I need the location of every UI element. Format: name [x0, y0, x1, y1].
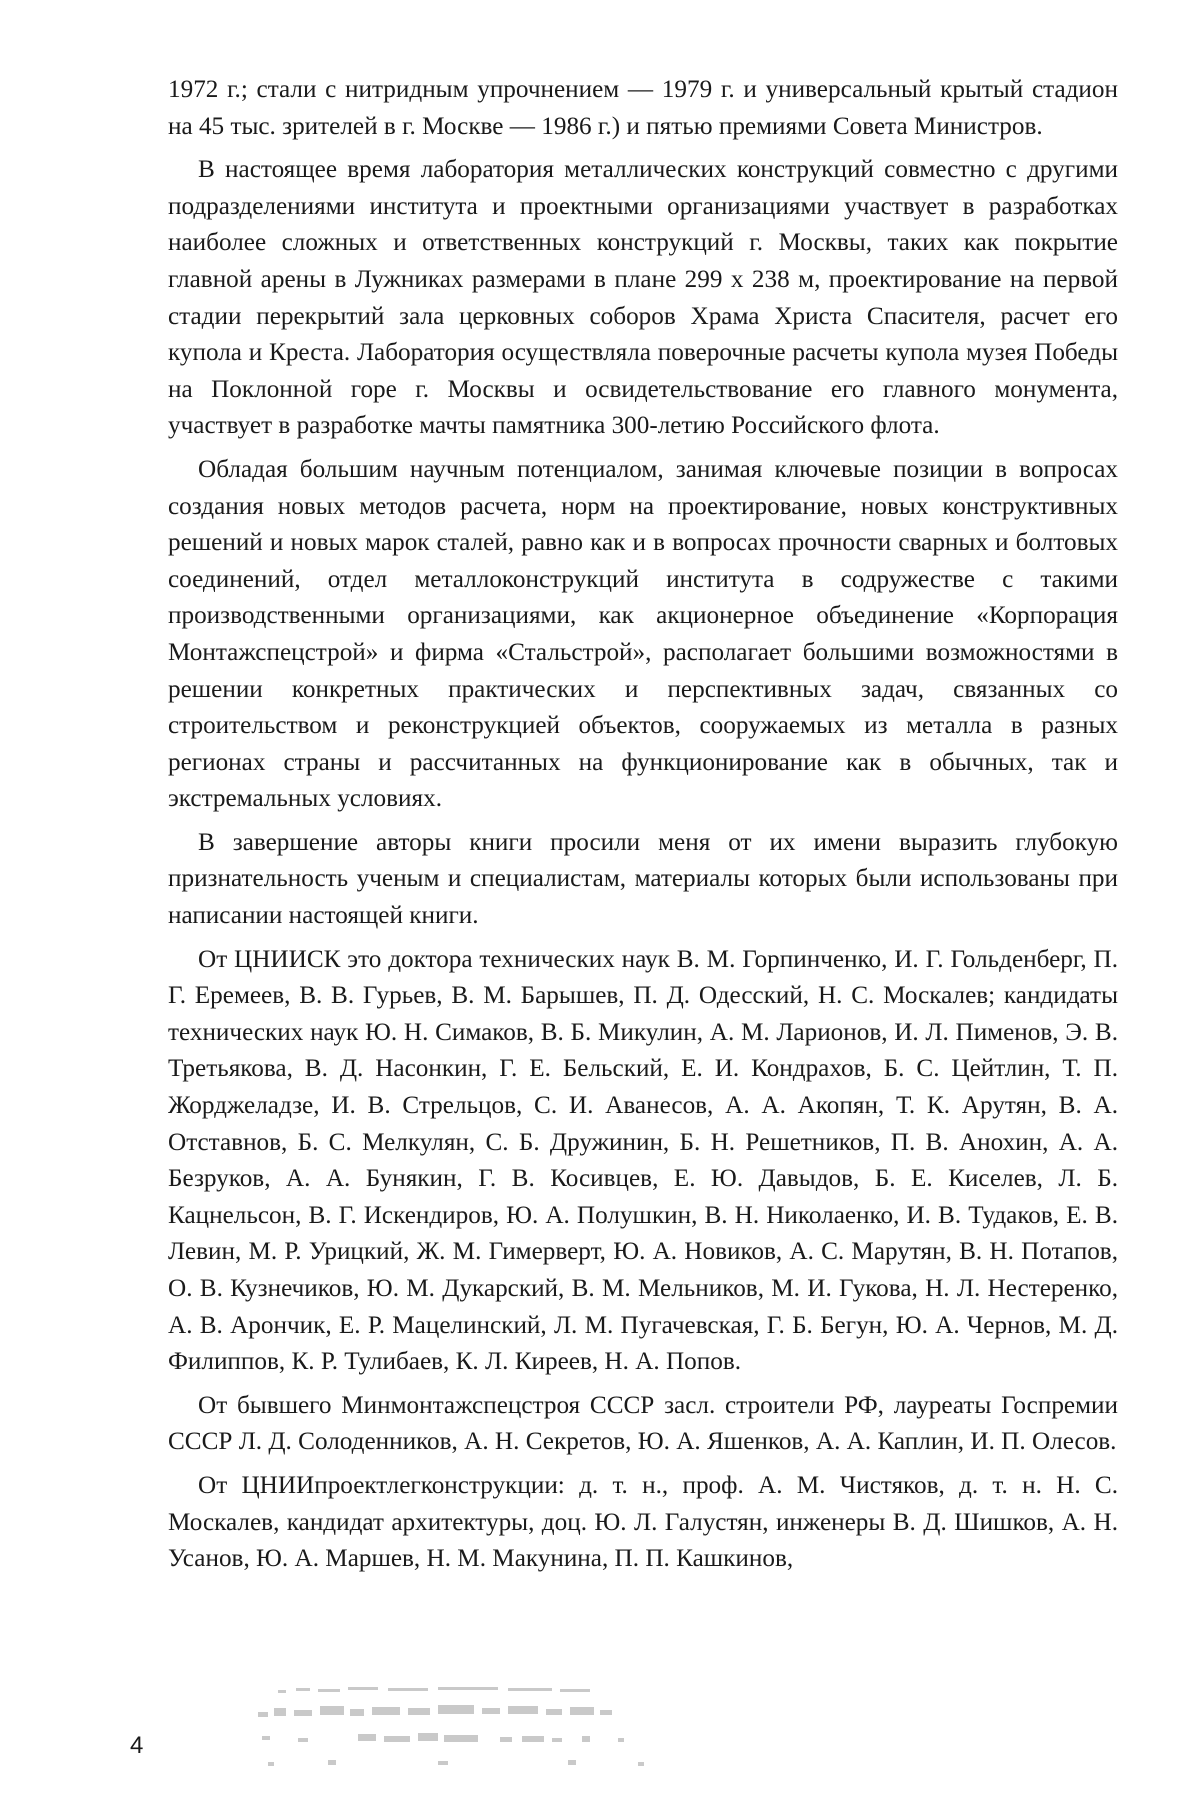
paragraph-acknowledgement-intro: В завершение авторы книги просили меня от их имени выразить глубокую признательность ученым и специалистам, материалы которых были использованы при написании настоящей книги. [168, 828, 1118, 930]
paragraph-minmontazh-contributors: От бывшего Минмонтажспецстроя СССР засл. строители РФ, лауреаты Госпремии СССР Л. Д. Солоденников, А. Н. Секретов, Ю. А. Яшенков, А. А. Каплин, И. П. Олесов. [168, 1391, 1118, 1456]
paragraph-tsniiproekt-contributors: От ЦНИИпроектлегконструкции: д. т. н., проф. А. М. Чистяков, д. т. н. Н. С. Москалев, кандидат архитектуры, доц. Ю. Л. Галустян, инженеры В. Д. Шишков, А. Н. Усанов, Ю. А. Маршев, Н. М. Макунина, П. П. Кашкинов, [168, 1471, 1118, 1573]
page-number: 4 [130, 1732, 144, 1759]
paragraph-tsniisk-contributors: От ЦНИИСК это доктора технических наук В. М. Горпинченко, И. Г. Гольденберг, П. Г. Еремеев, В. В. Гурьев, В. М. Барышев, П. Д. Одесский, Н. С. Москалев; кандидаты технических наук Ю. Н. Симаков, В. Б. Микулин, А. М. Ларионов, И. Л. Пименов, Э. В. Третьякова, В. Д. Насонкин, Г. Е. Бельский, Е. И. Кондрахов, Б. С. Цейтлин, Т. П. Жорджеладзе, И. В. Стрельцов, С. И. Аванесов, А. А. Акопян, Т. К. Арутян, В. А. Отставнов, Б. С. Мелкулян, С. Б. Дружинин, Б. Н. Решетников, П. В. Анохин, А. А. Безруков, А. А. Бунякин, Г. В. Косивцев, Е. Ю. Давыдов, Б. Е. Киселев, Л. Б. Кацнельсон, В. Г. Искендиров, Ю. А. Полушкин, В. Н. Николаенко, И. В. Тудаков, Е. В. Левин, М. Р. Урицкий, Ж. М. Гимерверт, Ю. А. Новиков, А. С. Марутян, В. Н. Потапов, О. В. Кузнечиков, Ю. М. Дукарский, В. М. Мельников, М. И. Гукова, Н. Л. Нестеренко, А. В. Арончик, Е. Р. Мацелинский, Л. М. Пугачевская, Г. Б. Бегун, Ю. А. Чернов, М. Д. Филиппов, К. Р. Тулибаев, К. Л. Киреев, Н. А. Попов. [168, 945, 1118, 1376]
document-page [168, 72, 1118, 1578]
paragraph-laboratory-current-work: В настоящее время лаборатория металлических конструкций совместно с другими подразделениями института и проектными организациями участвует в разработках наиболее сложных и ответственных конструкций г. Москвы, таких как покрытие главной арены в Лужниках размерами в плане 299 х 238 м, проектирование на первой стадии перекрытий зала церковных соборов Храма Христа Спасителя, расчет его купола и Креста. Лаборатория осуществляла поверочные расчеты купола музея Победы на Поклонной горе г. Москвы и освидетельствование его главного монумента, участвует в разработке мачты памятника 300-летию Российского флота. [168, 156, 1118, 440]
library-stamp-smudge [238, 1678, 728, 1788]
paragraph-scientific-potential: Обладая большим научным потенциалом, занимая ключевые позиции в вопросах создания новых методов расчета, норм на проектирование, новых конструктивных решений и новых марок сталей, равно как и в вопросах прочности сварных и болтовых соединений, отдел металлоконструкций института в содружестве с такими производственными организациями, как акционерное объединение «Корпорация Монтажспецстрой» и фирма «Стальстрой», располагает большими возможностями в решении конкретных практических и перспективных задач, связанных со строительством и реконструкцией объектов, сооружаемых из металла в разных регионах страны и рассчитанных на функционирование как в обычных, так и экстремальных условиях. [168, 455, 1118, 813]
paragraph-awards-continuation: 1972 г.; стали с нитридным упрочнением — 1979 г. и универсальный крытый стадион на 45 тыс. зрителей в г. Москве — 1986 г.) и пятью премиями Совета Министров. [168, 76, 1118, 140]
